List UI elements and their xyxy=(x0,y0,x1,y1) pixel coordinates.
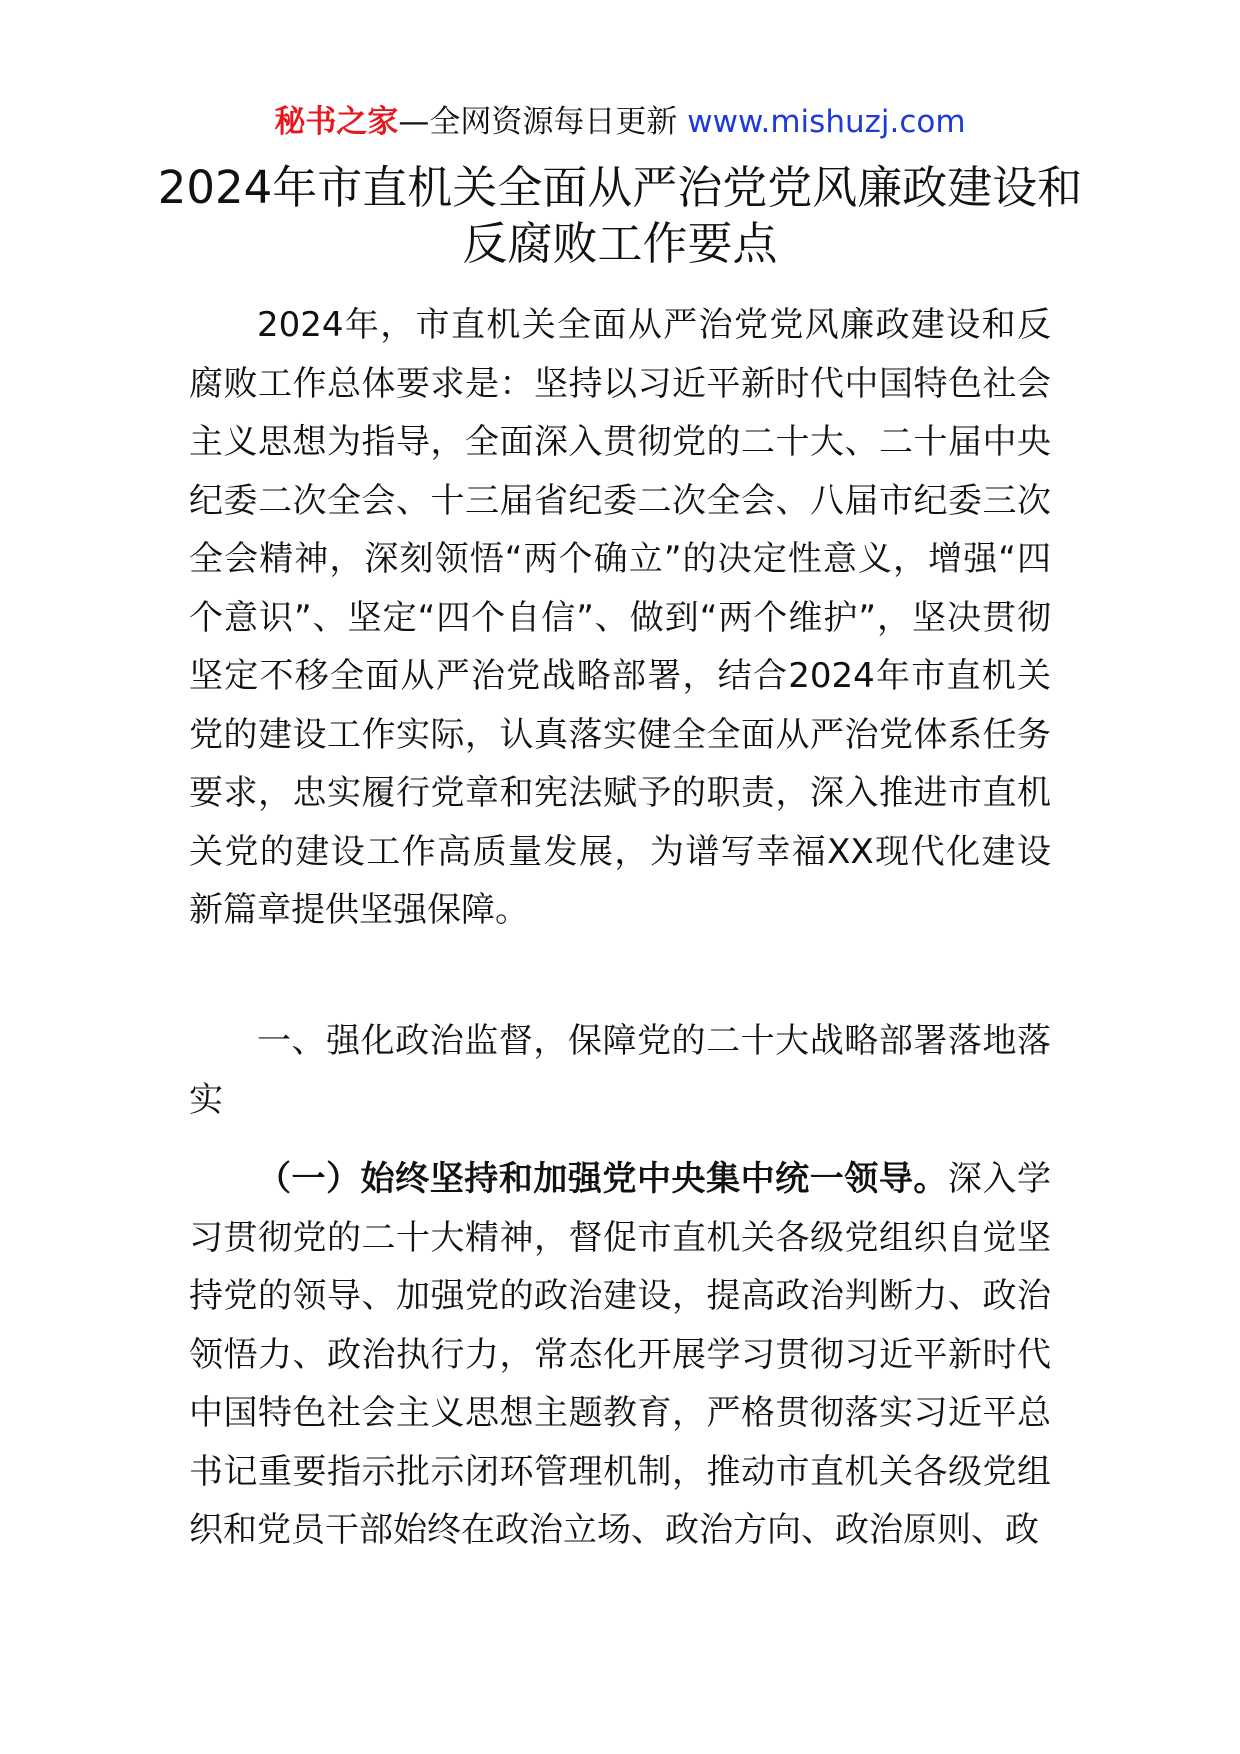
subsection-body: 深入学习贯彻党的二十大精神，督促市直机关各级党组织自觉坚持党的领导、加强党的政治建设，提高政治判断力、政治领悟力、政治执行力，常态化开展学习贯彻习近平新时代中国特色社会主义思想主题教育，严格贯彻落实习近平总书记重要指示批示闭环管理机制，推动市直机关各级党组织和党员干部始终在政治立场、政治方向、政治原则、政 xyxy=(189,1159,1052,1550)
site-url-link[interactable]: www.mishuzj.com xyxy=(687,104,966,140)
intro-paragraph: 2024年，市直机关全面从严治党党风廉政建设和反腐败工作总体要求是：坚持以习近平新时代中国特色社会主义思想为指导，全面深入贯彻党的二十大、二十届中央纪委二次全会、十三届省纪委二次全会、八届市纪委三次全会精神，深刻领悟“两个确立”的决定性意义，增强“四个意识”、坚定“四个自信”、做到“两个维护”，坚决贯彻坚定不移全面从严治党战略部署，结合2024年市直机关党的建设工作实际，认真落实健全全面从严治党体系任务要求，忠实履行党章和宪法赋予的职责，深入推进市直机关党的建设工作高质量发展，为谱写幸福XX现代化建设新篇章提供坚强保障。 xyxy=(189,305,1051,930)
subsection-paragraph xyxy=(189,1150,1051,1560)
document-title: 2024年市直机关全面从严治党党风廉政建设和反腐败工作要点 xyxy=(157,161,1083,270)
subsection-lead: （一）始终坚持和加强党中央集中统一领导。 xyxy=(257,1159,948,1199)
brand-name: 秘书之家 xyxy=(274,104,399,140)
section-heading: 一、强化政治监督，保障党的二十大战略部署落地落实 xyxy=(189,1021,1051,1120)
site-banner xyxy=(0,100,1240,144)
banner-slogan: —全网资源每日更新 xyxy=(398,104,678,140)
